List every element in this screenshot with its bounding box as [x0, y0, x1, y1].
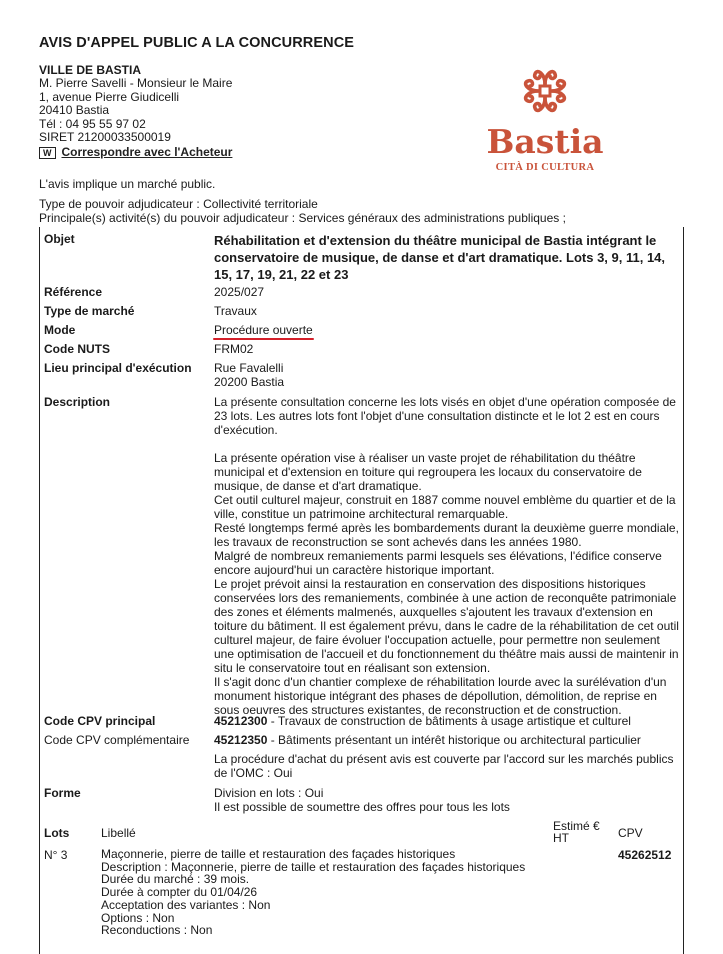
lieu-city: 20200 Bastia — [214, 375, 285, 389]
label-cpv-principal: Code CPV principal — [44, 714, 156, 728]
row-objet — [44, 232, 679, 283]
lot-reconductions: Reconductions : Non — [101, 923, 213, 938]
value-description — [214, 395, 679, 717]
lots-table-header — [44, 820, 679, 850]
label-description: Description — [44, 395, 111, 409]
value-type-marche: Travaux — [214, 304, 257, 318]
label-cpv-complementaire: Code CPV complémentaire — [44, 733, 190, 747]
lot-variantes: Acceptation des variantes : Non — [101, 897, 271, 912]
cpv-principal-text: - Travaux de construction de bâtiments à usage artistique et culturel — [267, 714, 631, 728]
logo-tagline: CITÀ DI CULTURA — [495, 162, 595, 173]
buyer-representative: M. Pierre Savelli - Monsieur le Maire — [39, 76, 233, 91]
value-reference: 2025/027 — [214, 285, 265, 299]
row-cpv-complementaire — [44, 733, 679, 747]
label-objet: Objet — [44, 232, 75, 246]
value-objet: Réhabilitation et d'extension du théâtre municipal de Bastia intégrant le conservatoire de musique, de danse et d'art dramatique. Lots 3, 9, 11, 14, 15, 17, 19, 21, 22 et 23 — [214, 233, 666, 282]
bastia-logo — [485, 60, 605, 175]
cpv-principal-code: 45212300 — [214, 714, 268, 728]
row-code-nuts — [44, 342, 679, 356]
label-lieu: Lieu principal d'exécution — [44, 361, 192, 375]
buyer-address: 1, avenue Pierre Giudicelli — [39, 89, 180, 104]
row-omc — [44, 752, 679, 780]
contact-buyer-link[interactable] — [39, 146, 232, 159]
buyer-block — [39, 64, 232, 160]
lot-libelle-block — [101, 848, 541, 937]
header-lots: Lots — [44, 826, 70, 840]
value-code-nuts: FRM02 — [214, 342, 254, 356]
forme-division: Division en lots : Oui — [214, 786, 324, 800]
buyer-city: 20410 Bastia — [39, 103, 110, 118]
bastia-emblem-icon — [515, 60, 575, 122]
lot-cpv: 45262512 — [618, 848, 672, 862]
value-lieu — [214, 361, 679, 389]
logo-brand-text: Bastia — [486, 122, 604, 161]
intro-block — [39, 178, 566, 225]
description-para2-5: Le projet prévoit ainsi la restauration en conservation des dispositions historiques conservées lors des remaniements, combinée à une action de reconquête patrimoniale des zones et éléments malmenés, auxquelles s'ajoutent les travaux d'extension en toiture du bâtiment. Il est également prévu, dans le cadre de la réhabilitation de cet outil culturel majeur, de faire évoluer l'occupation actuelle, pour permettre non seulement une optimisation de l'accueil et du fonctionnement du théâtre mais aussi de maintenir in situ le conservatoire tout en réalisant son extension. — [214, 577, 679, 675]
description-para2-6: Il s'agit donc d'un chantier complexe de réhabilitation lourde avec la surélévation d'un monument historique intégrant des phases de dépollution, démolition, de reprise en sous oeuvres des structures existantes, de reconstruction et de construction. — [214, 675, 667, 717]
description-para2-4: Malgré de nombreux remaniements parmi lesquels ses élévations, l'édifice conserve encore aujourd'hui un caractère historique important. — [214, 549, 662, 577]
buyer-siret: SIRET 21200033500019 — [39, 130, 171, 145]
cpv-complementaire-code: 45212350 — [214, 733, 268, 747]
w-icon: W — [39, 147, 56, 159]
row-reference — [44, 285, 679, 299]
lot-description: Description : Maçonnerie, pierre de taille et restauration des façades historiques — [101, 859, 526, 874]
description-para2-1: La présente opération vise à réaliser un vaste projet de réhabilitation du théâtre municipal et d'extension en toiture qui regroupera les locaux du conservatoire de musique, de danse et d'art dramatique. — [214, 451, 642, 493]
forme-offres: Il est possible de soumettre des offres pour tous les lots — [214, 800, 510, 814]
header-cpv: CPV — [618, 826, 643, 840]
label-reference: Référence — [44, 285, 103, 299]
lieu-street: Rue Favalelli — [214, 361, 284, 375]
row-cpv-principal — [44, 714, 679, 728]
label-forme: Forme — [44, 786, 81, 800]
page-title: AVIS D'APPEL PUBLIC A LA CONCURRENCE — [39, 35, 355, 51]
buyer-name: VILLE DE BASTIA — [39, 63, 142, 77]
row-forme — [44, 786, 679, 814]
value-omc: La procédure d'achat du présent avis est couverte par l'accord sur les marchés publics de l'OMC : Oui — [214, 752, 674, 780]
cpv-complementaire-text: - Bâtiments présentant un intérêt historique ou architectural particulier — [267, 733, 641, 747]
row-type-marche — [44, 304, 679, 318]
description-para1: La présente consultation concerne les lots visés en objet d'une opération composée de 23 lots. Les autres lots font l'objet d'une consultation distincte et le lot 2 est en cours d'exécution. — [214, 395, 676, 437]
lot-libelle: Maçonnerie, pierre de taille et restauration des façades historiques — [101, 847, 456, 861]
buyer-phone: Tél : 04 95 55 97 02 — [39, 116, 146, 131]
lot-options: Options : Non — [101, 910, 175, 925]
value-forme — [214, 786, 679, 814]
description-para2-3: Resté longtemps fermé après les bombardements durant la deuxième guerre mondiale, les travaux de reconstruction se sont achevés dans les années 1980. — [214, 521, 679, 549]
row-mode — [44, 323, 679, 337]
label-type-marche: Type de marché — [44, 304, 135, 318]
label-mode: Mode — [44, 323, 76, 337]
row-lieu — [44, 361, 679, 389]
value-mode: Procédure ouverte — [214, 323, 313, 337]
header-libelle: Libellé — [101, 826, 136, 840]
label-code-nuts: Code NUTS — [44, 342, 110, 356]
header-estime: Estimé € HT — [553, 819, 600, 845]
contact-buyer-label[interactable]: Correspondre avec l'Acheteur — [61, 145, 233, 160]
description-para2-2: Cet outil culturel majeur, construit en 1887 comme nouvel emblème du quartier et de la ville, constitue un patrimoine architectural remarquable. — [214, 493, 676, 521]
lot-duree: Durée du marché : 39 mois. — [101, 872, 250, 887]
lot-number: N° 3 — [44, 848, 68, 862]
lot-date-debut: Durée à compter du 01/04/26 — [101, 885, 258, 900]
intro-authority-activity: Principale(s) activité(s) du pouvoir adjudicateur : Services généraux des administrations publiques ; — [39, 210, 566, 225]
notice-details-table — [39, 227, 684, 954]
intro-authority-type: Type de pouvoir adjudicateur : Collectivité territoriale — [39, 197, 318, 212]
intro-market-type: L'avis implique un marché public. — [39, 177, 216, 191]
row-description — [44, 395, 679, 717]
